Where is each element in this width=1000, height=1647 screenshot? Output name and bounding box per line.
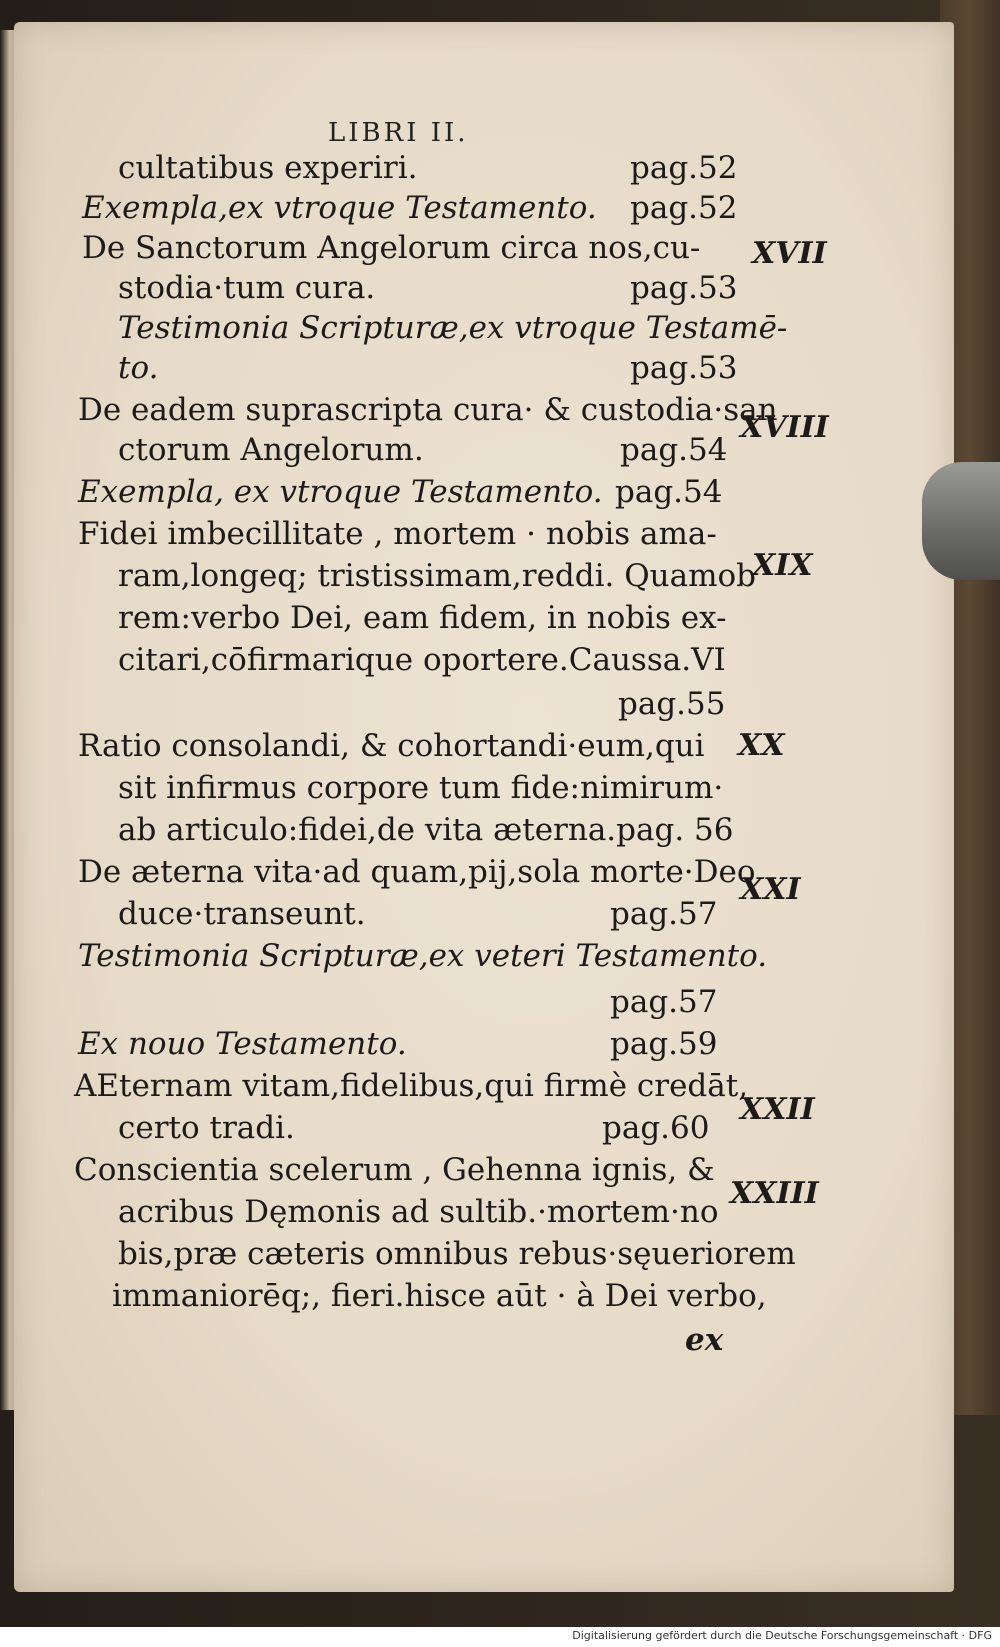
chapter-numeral: XXI	[740, 872, 801, 907]
toc-line: certo tradi.	[118, 1110, 295, 1146]
page-ref: pag.54	[615, 474, 723, 510]
page-clip	[922, 462, 1000, 580]
page-ref: pag.55	[618, 686, 726, 722]
toc-line: De Sanctorum Angelorum circa nos,cu-	[82, 230, 701, 266]
page-ref: pag.57	[610, 896, 718, 932]
page-ref: pag.54	[620, 432, 728, 468]
toc-line: Exempla, ex vtroque Testamento.	[78, 474, 603, 510]
chapter-numeral: XX	[738, 728, 785, 763]
toc-line: Conscientia scelerum , Gehenna ignis, &	[74, 1152, 715, 1188]
chapter-numeral: XIX	[752, 548, 813, 583]
page-ref: pag.52	[630, 190, 738, 226]
toc-line: citari,cōfirmarique oportere.Caussa.VI	[118, 642, 726, 678]
toc-line: ctorum Angelorum.	[118, 432, 424, 468]
page-ref: pag.53	[630, 350, 738, 386]
page-ref: pag.57	[610, 984, 718, 1020]
toc-line: cultatibus experiri.	[118, 150, 418, 186]
credit-bar	[0, 1627, 1000, 1647]
credit-text: Digitalisierung gefördert durch die Deutsche Forschungsgemeinschaft · DFG	[572, 1629, 992, 1642]
toc-line: bis,præ cæteris omnibus rebus·sęueriorem	[118, 1236, 796, 1272]
toc-line: duce·transeunt.	[118, 896, 366, 932]
page-ref: pag.59	[610, 1026, 718, 1062]
chapter-numeral: XVII	[752, 236, 827, 271]
toc-line: AEternam vitam,fidelibus,qui firmè credāt,	[74, 1068, 749, 1104]
page-ref: pag.52	[630, 150, 738, 186]
catchword: ex	[685, 1322, 724, 1358]
page-ref: pag.60	[602, 1110, 710, 1146]
toc-line: De eadem suprascripta cura· & custodia·san	[78, 392, 778, 428]
toc-line: Exempla,ex vtroque Testamento.	[82, 190, 597, 226]
toc-line: ram,longeq; tristissimam,reddi. Quamob	[118, 558, 756, 594]
toc-line: sit infirmus corpore tum fide:nimirum·	[118, 770, 724, 806]
toc-line: ab articulo:fidei,de vita æterna.pag. 56	[118, 812, 734, 848]
toc-line: Testimonia Scripturæ,ex vtroque Testamē-	[118, 310, 788, 346]
toc-line: Ex nouo Testamento.	[78, 1026, 407, 1062]
page-ref: pag.53	[630, 270, 738, 306]
toc-line: De æterna vita·ad quam,pij,sola morte·Deo	[78, 854, 756, 890]
toc-line: Ratio consolandi, & cohortandi·eum,qui	[78, 728, 705, 764]
chapter-numeral: XVIII	[740, 410, 829, 445]
toc-line: Testimonia Scripturæ,ex veteri Testamento.	[78, 938, 768, 974]
toc-line: acribus Dęmonis ad sultib.·mortem·no	[118, 1194, 719, 1230]
running-header: LIBRI II.	[328, 118, 469, 148]
chapter-numeral: XXII	[740, 1092, 815, 1127]
toc-line: immaniorēq;, fieri.hisce aūt · à Dei verbo,	[112, 1278, 767, 1314]
toc-line: Fidei imbecillitate , mortem · nobis ama-	[78, 516, 717, 552]
chapter-numeral: XXIII	[730, 1176, 819, 1211]
toc-line: to.	[118, 350, 159, 386]
toc-line: stodia·tum cura.	[118, 270, 376, 306]
toc-line: rem:verbo Dei, eam fidem, in nobis ex-	[118, 600, 727, 636]
